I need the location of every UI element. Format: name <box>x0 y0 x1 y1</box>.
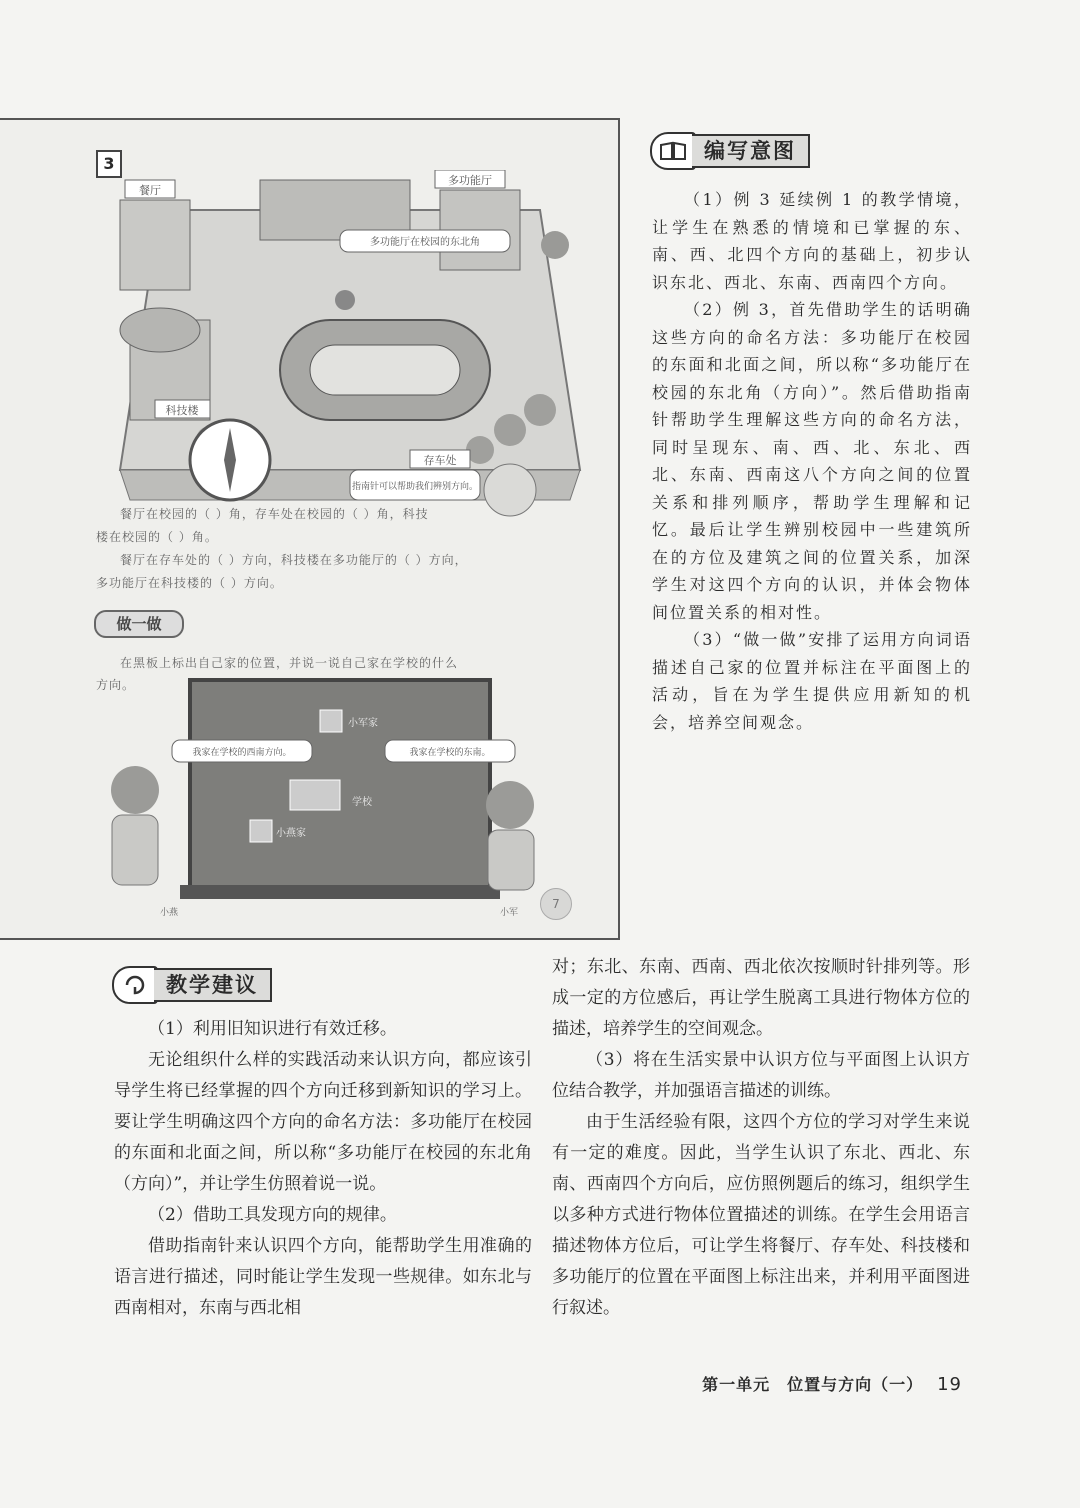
name-right: 小军 <box>500 908 519 918</box>
page-footer <box>702 1372 962 1395</box>
house-xiaoyan: 小燕家 <box>276 828 306 839</box>
question-line-1: 餐厅在校园的（ ）角，存车处在校园的（ ）角，科技 <box>120 507 429 521</box>
label-bike-shed: 存车处 <box>423 454 457 467</box>
school-building <box>290 780 340 810</box>
label-tech-building: 科技楼 <box>165 404 199 417</box>
textbook-page-number: 7 <box>540 888 572 920</box>
suggest-right-column <box>552 952 970 1324</box>
school-label: 学校 <box>352 797 372 808</box>
intent-paragraph-3: （3）“做一做”安排了运用方向词语描述自己家的位置并标注在平面图上的活动，旨在为学生提供应用新知的机会，培养空间观念。 <box>652 630 972 732</box>
suggest-item-1-body: 无论组织什么样的实践活动来认识方向，都应该引导学生将已经掌握的四个方向迁移到新知识的学习上。要让学生明确这四个方向的命名方法：多功能厅在校园的东面和北面之间，所以称“多功能厅在校园的东北角（方向）”，并让学生仿照着说一说。 <box>114 1050 532 1194</box>
task-line-2: 方向。 <box>96 678 136 692</box>
bubble-multi-hall: 多功能厅在校园的东北角 <box>370 237 480 248</box>
mascot-icon <box>484 464 536 516</box>
suggest-item-3-body: 由于生活经验有限，这四个方位的学习对学生来说有一定的难度。因此，当学生认识了东北、西北、东南、西南四个方向后，应仿照例题后的练习，组织学生以多种方式进行物体位置描述的训练。在学生会用语言描述物体方位后，可让学生将餐厅、存车处、科技楼和多功能厅的位置在平面图上标注出来，并利用平面图进行叙述。 <box>552 1112 970 1318</box>
textbook-page-image <box>0 118 620 940</box>
canteen-building <box>120 200 190 290</box>
question-line-4: 多功能厅在科技楼的（ ）方向。 <box>96 576 283 590</box>
sun-icon <box>541 231 569 259</box>
suggest-left-column <box>114 1014 532 1324</box>
footer-unit-title: 第一单元 位置与方向（一） <box>702 1375 924 1394</box>
bubble-right: 我家在学校的东南。 <box>409 748 491 758</box>
intent-body <box>652 186 972 736</box>
bubble-compass: 指南针可以帮助我们辨别方向。 <box>351 482 479 492</box>
name-left: 小燕 <box>160 908 179 918</box>
blackboard-illustration <box>90 670 550 920</box>
suggest-heading <box>112 966 272 1004</box>
zuo-yi-zuo-tag: 做一做 <box>94 610 184 638</box>
suggest-item-2-body: 借助指南针来认识四个方向，能帮助学生用准确的语言进行描述，同时能让学生发现一些规律。如东北与西南相对，东南与西北相 <box>114 1236 532 1318</box>
swirl-icon <box>112 966 158 1004</box>
house-xiaojun: 小军家 <box>348 718 378 729</box>
suggest-item-3: （3）将在生活实景中认识方位与平面图上认识方位结合教学，并加强语言描述的训练。 <box>552 1050 970 1101</box>
question-line-3: 餐厅在存车处的（ ）方向，科技楼在多功能厅的（ ）方向， <box>120 553 468 567</box>
bubble-left: 我家在学校的西南方向。 <box>192 748 292 758</box>
intent-paragraph-2: （2）例 3，首先借助学生的话明确这些方向的命名方法：多功能厅在校园的东面和北面之间，所以称“多功能厅在校园的东北角（方向）”。然后借助指南针帮助学生理解这些方向的命名方法，同时呈现东、南、西、北、东北、西北、东南、西南这八个方向之间的位置关系和排列顺序，帮助学生理解和记忆。最后让学生辨别校园中一些建筑所在的方位及建筑之间的位置关系，加深学生对这四个方向的认识，并体会物体间位置关系的相对性。 <box>652 300 972 622</box>
task-line-1: 在黑板上标出自己家的位置，并说一说自己家在学校的什么 <box>120 656 459 670</box>
suggest-item-2: （2）借助工具发现方向的规律。 <box>148 1205 397 1225</box>
campus-illustration <box>100 170 590 530</box>
girl-figure <box>111 766 159 814</box>
page-number: 19 <box>937 1374 962 1395</box>
book-icon <box>650 132 696 170</box>
label-canteen: 餐厅 <box>139 184 161 197</box>
label-multi-hall: 多功能厅 <box>448 174 492 187</box>
suggest-item-1: （1）利用旧知识进行有效迁移。 <box>148 1019 397 1039</box>
intent-heading <box>650 132 810 170</box>
boy-figure <box>335 290 355 310</box>
suggest-title: 教学建议 <box>154 968 272 1002</box>
suggest-item-2-continued: 对；东北、东南、西南、西北依次按顺时针排列等。形成一定的方位感后，再让学生脱离工具进行物体方位的描述，培养学生的空间观念。 <box>552 957 970 1039</box>
intent-title: 编写意图 <box>692 134 810 168</box>
intent-paragraph-1: （1）例 3 延续例 1 的教学情境，让学生在熟悉的情境和已掌握的东、南、西、北四个方向的基础上，初步认识东北、西北、东南、西南四个方向。 <box>652 190 972 292</box>
boy-right-figure <box>486 781 534 829</box>
question-line-2: 楼在校园的（ ）角。 <box>96 530 218 544</box>
example-number-badge: 3 <box>96 150 122 178</box>
